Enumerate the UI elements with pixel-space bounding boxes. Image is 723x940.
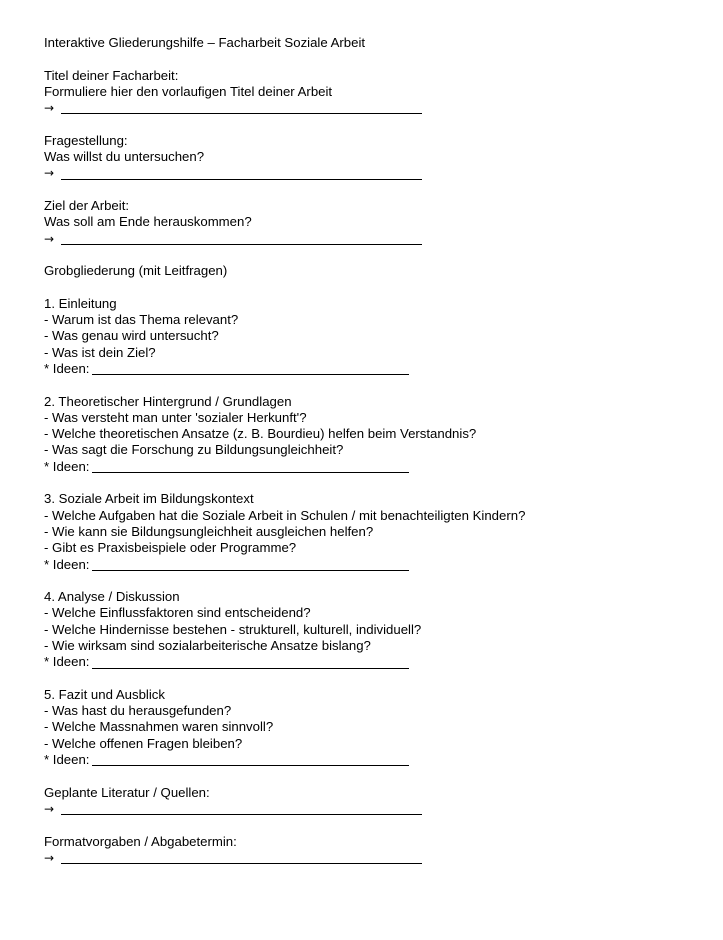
section-heading: 2. Theoretischer Hintergrund / Grundlagen [44,393,292,409]
section-question: - Wie kann sie Bildungsungleichheit ausgleichen helfen? [44,523,374,539]
titel-answer-blank[interactable] [61,112,422,114]
arrow-right-icon: → [44,231,55,246]
fragestellung-answer-line[interactable] [44,165,704,181]
ideas-label: * Ideen: [44,458,90,474]
fragestellung-answer-blank[interactable] [61,178,422,180]
format-answer-line[interactable] [44,850,704,866]
section-heading: 4. Analyse / Diskussion [44,589,180,605]
ideas-label: * Ideen: [44,752,90,768]
section-question: - Was genau wird untersucht? [44,328,219,344]
section-ideas-line[interactable] [44,557,704,573]
arrow-right-icon: → [44,101,55,116]
section-question: - Welche Hindernisse bestehen - strukturell, kulturell, individuell? [44,621,422,637]
section-question: - Welche Einflussfaktoren sind entscheidend? [44,605,311,621]
ziel-answer-blank[interactable] [61,243,422,245]
ideas-label: * Ideen: [44,556,90,572]
section-question: - Welche offenen Fragen bleiben? [44,735,243,751]
ideas-label: * Ideen: [44,654,90,670]
arrow-right-icon: → [44,166,55,181]
arrow-right-icon: → [44,850,55,865]
format-heading: Formatvorgaben / Abgabetermin: [44,833,237,849]
section-question: - Was hast du herausgefunden? [44,703,232,719]
outline-heading: Grobgliederung (mit Leitfragen) [44,263,228,279]
section-ideas-line[interactable] [44,654,704,670]
section-heading: 3. Soziale Arbeit im Bildungskontext [44,491,254,507]
format-answer-blank[interactable] [61,862,422,864]
ideas-blank[interactable] [92,667,409,669]
ziel-heading: Ziel der Arbeit: [44,197,130,213]
ideas-blank[interactable] [92,569,409,571]
document-title: Interaktive Gliederungshilfe – Facharbeit Soziale Arbeit [44,35,366,50]
section-question: - Was sagt die Forschung zu Bildungsungleichheit? [44,442,344,458]
titel-answer-line[interactable] [44,100,704,116]
ideas-blank[interactable] [92,764,409,766]
section-ideas-line[interactable] [44,361,704,377]
fragestellung-heading: Fragestellung: [44,132,128,148]
section-question: - Was ist dein Ziel? [44,344,156,360]
titel-prompt: Formuliere hier den vorlaufigen Titel deiner Arbeit [44,83,333,99]
fragestellung-prompt: Was willst du untersuchen? [44,149,205,165]
section-ideas-line[interactable] [44,752,704,768]
ideas-blank[interactable] [92,373,409,375]
titel-heading: Titel deiner Facharbeit: [44,67,179,83]
section-ideas-line[interactable] [44,459,704,475]
section-heading: 5. Fazit und Ausblick [44,686,165,702]
ideas-blank[interactable] [92,471,409,473]
section-question: - Was versteht man unter 'sozialer Herkunft'? [44,409,307,425]
literatur-heading: Geplante Literatur / Quellen: [44,784,210,800]
section-heading: 1. Einleitung [44,295,117,311]
arrow-right-icon: → [44,801,55,816]
ziel-prompt: Was soll am Ende herauskommen? [44,214,252,230]
literatur-answer-line[interactable] [44,801,704,817]
section-question: - Welche Massnahmen waren sinnvoll? [44,719,274,735]
section-question: - Welche theoretischen Ansatze (z. B. Bourdieu) helfen beim Verstandnis? [44,426,477,442]
document-page [44,35,704,866]
section-question: - Warum ist das Thema relevant? [44,312,239,328]
section-question: - Welche Aufgaben hat die Soziale Arbeit in Schulen / mit benachteiligten Kindern? [44,507,526,523]
section-question: - Gibt es Praxisbeispiele oder Programme? [44,540,297,556]
section-question: - Wie wirksam sind sozialarbeiterische Ansatze bislang? [44,637,371,653]
ideas-label: * Ideen: [44,360,90,376]
ziel-answer-line[interactable] [44,231,704,247]
literatur-answer-blank[interactable] [61,813,422,815]
